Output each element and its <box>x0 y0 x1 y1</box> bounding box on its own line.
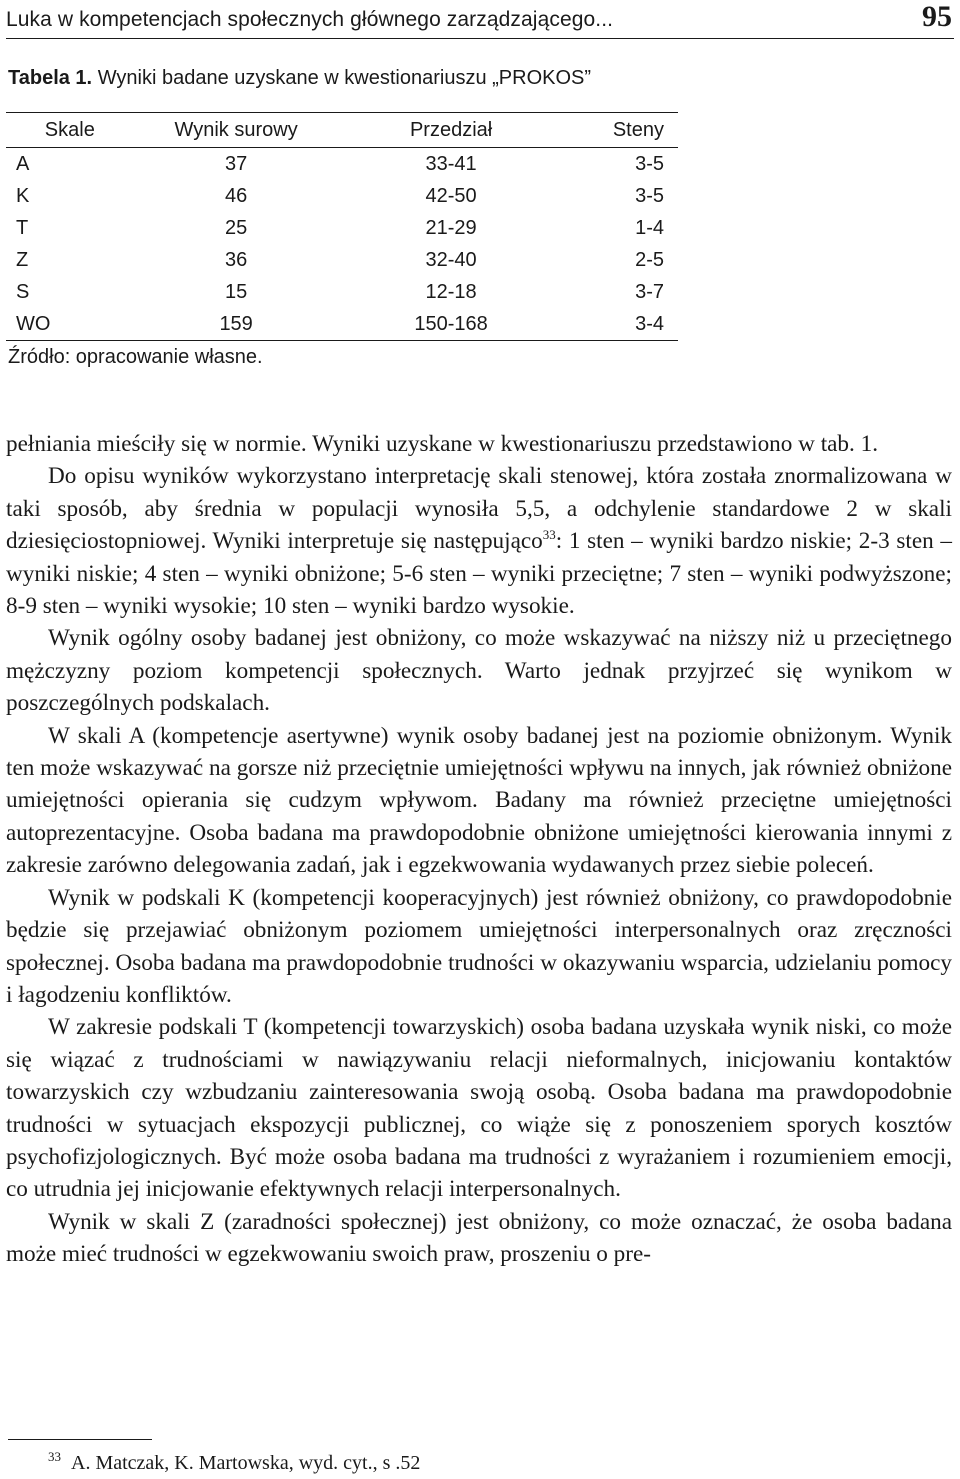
column-header-steny: Steny <box>564 113 678 148</box>
footnote-text: A. Matczak, K. Martowska, wyd. cyt., s .52 <box>71 1452 421 1474</box>
cell-skala: K <box>16 184 30 207</box>
cell-steny: 1-4 <box>635 216 664 239</box>
column-header-skale: Skale <box>6 113 134 148</box>
table-label: Tabela 1. <box>8 67 93 89</box>
table-row <box>6 244 678 276</box>
cell-skala: Z <box>16 248 29 271</box>
cell-wynik-surowy: 159 <box>134 308 339 341</box>
cell-przedzial: 21-29 <box>425 216 477 239</box>
table-row <box>6 276 678 308</box>
cell-steny: 3-5 <box>635 184 664 207</box>
cell-przedzial: 12-18 <box>425 280 477 303</box>
column-header-wynik-surowy: Wynik surowy <box>134 113 339 148</box>
paragraph: Wynik w skali Z (zaradności społecznej) jest obniżony, co może oznaczać, że osoba badana może mieć trudności w egzekwowaniu swoich praw, proszeniu o pre- <box>6 1208 952 1268</box>
header-divider <box>6 38 954 39</box>
table-row <box>6 308 678 341</box>
table-row <box>6 212 678 244</box>
table-source-note: Źródło: opracowanie własne. <box>8 346 263 368</box>
table-caption <box>8 67 591 90</box>
paragraph-text: Do opisu wyników wykorzystano interpretację skali stenowej, która została znormalizowana w taki sposób, aby średnia w populacji wynosiła 5,5, a odchylenie standardowe 2 w skali dziesięciostopniowej. Wyniki interpretuje się następująco <box>6 463 952 555</box>
paragraph: W skali A (kompetencje asertywne) wynik osoby badanej jest na poziomie obniżonym. Wynik ten może wskazywać na gorsze niż przeciętnie umiejętności wpływu na innych, jak również obniżone umiejętności opierania się cudzym wpływom. Badany ma również przeciętne umiejętności autoprezentacyjne. Osoba badana ma prawdopodobnie obniżone umiejętności kierowania innymi z zakresie zarówno delegowania zadań, jak i egzekwowania wydawanych przez siebie poleceń. <box>6 722 952 879</box>
cell-skala: S <box>16 280 30 303</box>
running-header <box>6 2 954 36</box>
paragraph: Wynik ogólny osoby badanej jest obniżony, co może wskazywać na niższy niż u przeciętnego mężczyzny poziom kompetencji społecznych. Warto jednak przyjrzeć się wynikom w poszczególnych podskalach. <box>6 625 952 717</box>
cell-przedzial: 32-40 <box>425 248 477 271</box>
table-caption-text: Wyniki badane uzyskane w kwestionariuszu „PROKOS” <box>97 67 592 89</box>
footnote-reference[interactable]: 33 <box>542 527 556 543</box>
footnote-number: 33 <box>48 1449 61 1464</box>
paragraph: W zakresie podskali T (kompetencji towarzyskich) osoba badana uzyskała wynik niski, co może się wiązać z trudnościami w nawiązywaniu relacji nieformalnych, inicjowaniu kontaktów towarzyskich czy wzbudzaniu zainteresowania swoją osobą. Osoba badana ma prawdopodobnie trudności w sytuacjach ekspozycji publicznej, co wiąże się z ponoszeniem sporych kosztów psychofizjologicznych. Być może osoba badana ma trudności z wyrażaniem i rozumieniem emocji, co utrudnia jej inicjowanie efektywnych relacji interpersonalnych. <box>6 1014 952 1203</box>
table-row <box>6 180 678 212</box>
cell-wynik-surowy: 15 <box>225 280 248 303</box>
cell-wynik-surowy: 25 <box>225 216 248 239</box>
footnote-divider <box>8 1439 152 1440</box>
paragraph: Wynik w podskali K (kompetencji kooperacyjnych) jest również obniżony, co prawdopodobnie będzie się przejawiać obniżonym poziomem umiejętności interpersonalnych oraz zręczności społecznej. Osoba badana ma prawdopodobnie trudności w okazywaniu wsparcia, udzielaniu pomocy i łagodzeniu konfliktów. <box>6 884 952 1008</box>
cell-wynik-surowy: 36 <box>225 248 248 271</box>
results-table <box>6 112 678 341</box>
cell-przedzial: 42-50 <box>425 184 477 207</box>
cell-wynik-surowy: 46 <box>225 184 248 207</box>
cell-steny: 2-5 <box>635 248 664 271</box>
footnote <box>48 1449 420 1475</box>
cell-przedzial: 150-168 <box>339 308 564 341</box>
table-row <box>6 148 678 181</box>
cell-steny: 3-4 <box>564 308 678 341</box>
paragraph-text: : 1 sten – wyniki bardzo niskie; 2-3 sten – wyniki niskie; 4 sten – wyniki obniżone; 5-6 sten – wyniki przeciętne; 7 sten – wyniki podwyższone; 8-9 sten – wyniki wysokie; 10 sten – wyniki bardzo wysokie. <box>6 528 952 620</box>
cell-przedzial: 33-41 <box>425 152 477 175</box>
paragraph: pełniania mieściły się w normie. Wyniki uzyskane w kwestionariuszu przedstawiono w tab. 1. <box>6 431 879 457</box>
body-text <box>6 428 952 1271</box>
cell-skala: A <box>16 152 30 175</box>
page-number: 95 <box>922 0 952 33</box>
table-header-row <box>6 113 678 148</box>
column-header-przedzial: Przedział <box>339 113 564 148</box>
cell-steny: 3-7 <box>635 280 664 303</box>
cell-wynik-surowy: 37 <box>225 152 248 175</box>
cell-skala: WO <box>6 308 134 341</box>
cell-skala: T <box>16 216 29 239</box>
cell-steny: 3-5 <box>635 152 664 175</box>
paragraph <box>6 460 952 622</box>
running-header-title: Luka w kompetencjach społecznych głównego zarządzającego... <box>6 8 614 31</box>
